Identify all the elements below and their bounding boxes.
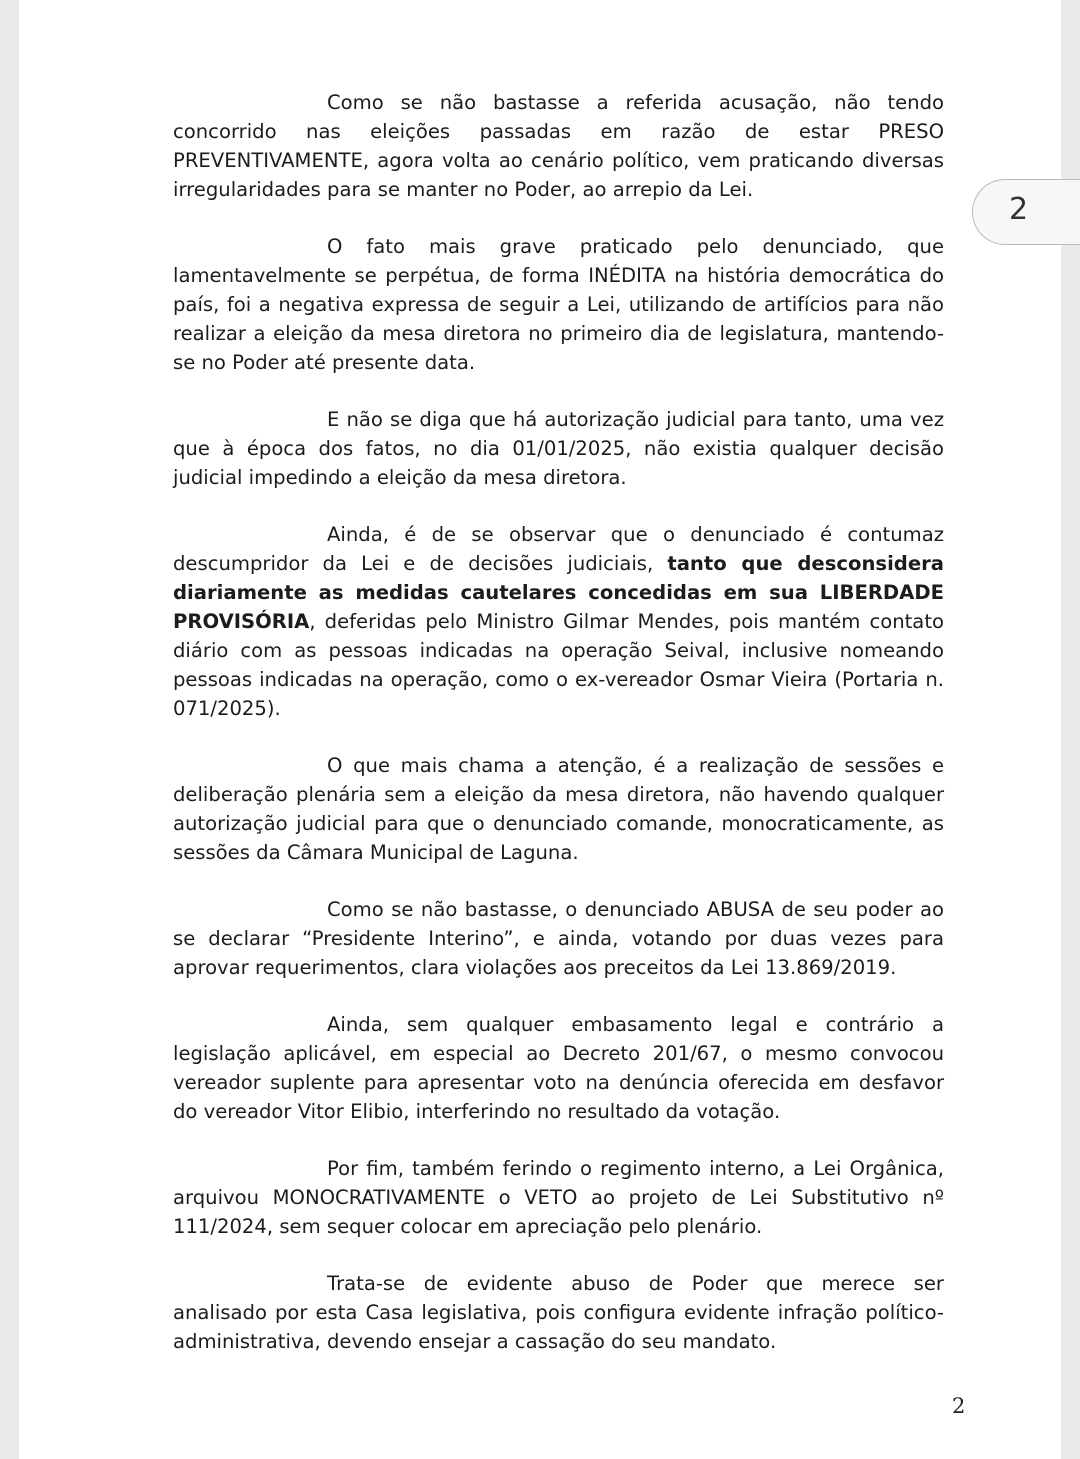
text-run: Como se não bastasse, o denunciado ABUSA de seu poder ao se declarar “Presidente Interino”, e ainda, votando por duas vezes para aprovar requerimentos, clara violações aos preceitos da Lei 13.869/2019.	[173, 898, 944, 979]
bold-text-run: tanto que desconsidera diariamente as medidas cautelares concedidas em sua LIBERDADE PROVISÓRIA	[173, 552, 944, 633]
text-run: Ainda, sem qualquer embasamento legal e contrário a legislação aplicável, em especial ao Decreto 201/67, o mesmo convocou vereador suplente para apresentar voto na denúncia oferecida em desfavor do vereador Vitor Elibio, interferindo no resultado da votação.	[173, 1013, 944, 1123]
text-run: Por fim, também ferindo o regimento interno, a Lei Orgânica, arquivou MONOCRATIVAMENTE o VETO ao projeto de Lei Substitutivo nº 111/2024, sem sequer colocar em apreciação pelo plenário.	[173, 1157, 944, 1238]
paragraph	[173, 1154, 944, 1241]
paragraph	[173, 751, 944, 867]
document-page	[19, 0, 1061, 1459]
text-run: Ainda, é de se observar que o denunciado é contumaz descumpridor da Lei e de decisões judiciais,	[173, 523, 944, 575]
paragraph	[173, 895, 944, 982]
page-indicator-tab[interactable]	[972, 179, 1080, 245]
paragraph	[173, 88, 944, 204]
paragraph	[173, 520, 944, 723]
text-run: O que mais chama a atenção, é a realização de sessões e deliberação plenária sem a eleição da mesa diretora, não havendo qualquer autorização judicial para que o denunciado comande, monocraticamente, as sessões da Câmara Municipal de Laguna.	[173, 754, 944, 864]
text-run: Como se não bastasse a referida acusação, não tendo concorrido nas eleições passadas em razão de estar PRESO PREVENTIVAMENTE, agora volta ao cenário político, vem praticando diversas irregularidades para se manter no Poder, ao arrepio da Lei.	[173, 91, 944, 201]
paragraph	[173, 405, 944, 492]
text-run: , deferidas pelo Ministro Gilmar Mendes, pois mantém contato diário com as pessoas indicadas na operação Seival, inclusive nomeando pessoas indicadas na operação, como o ex-vereador Osmar Vieira (Portaria n. 071/2025).	[173, 610, 944, 720]
text-run: Trata-se de evidente abuso de Poder que merece ser analisado por esta Casa legislativa, pois configura evidente infração político-administrativa, devendo ensejar a cassação do seu mandato.	[173, 1272, 944, 1353]
paragraph	[173, 1269, 944, 1356]
page-indicator-label: 2	[1009, 192, 1029, 227]
paragraph	[173, 1010, 944, 1126]
text-run: E não se diga que há autorização judicial para tanto, uma vez que à época dos fatos, no dia 01/01/2025, não existia qualquer decisão judicial impedindo a eleição da mesa diretora.	[173, 408, 944, 489]
page-number: 2	[952, 1394, 966, 1418]
text-run: O fato mais grave praticado pelo denunciado, que lamentavelmente se perpétua, de forma INÉDITA na história democrática do país, foi a negativa expressa de seguir a Lei, utilizando de artifícios para não realizar a eleição da mesa diretora no primeiro dia de legislatura, mantendo-se no Poder até presente data.	[173, 235, 944, 374]
document-body	[173, 88, 944, 1384]
paragraph	[173, 232, 944, 377]
